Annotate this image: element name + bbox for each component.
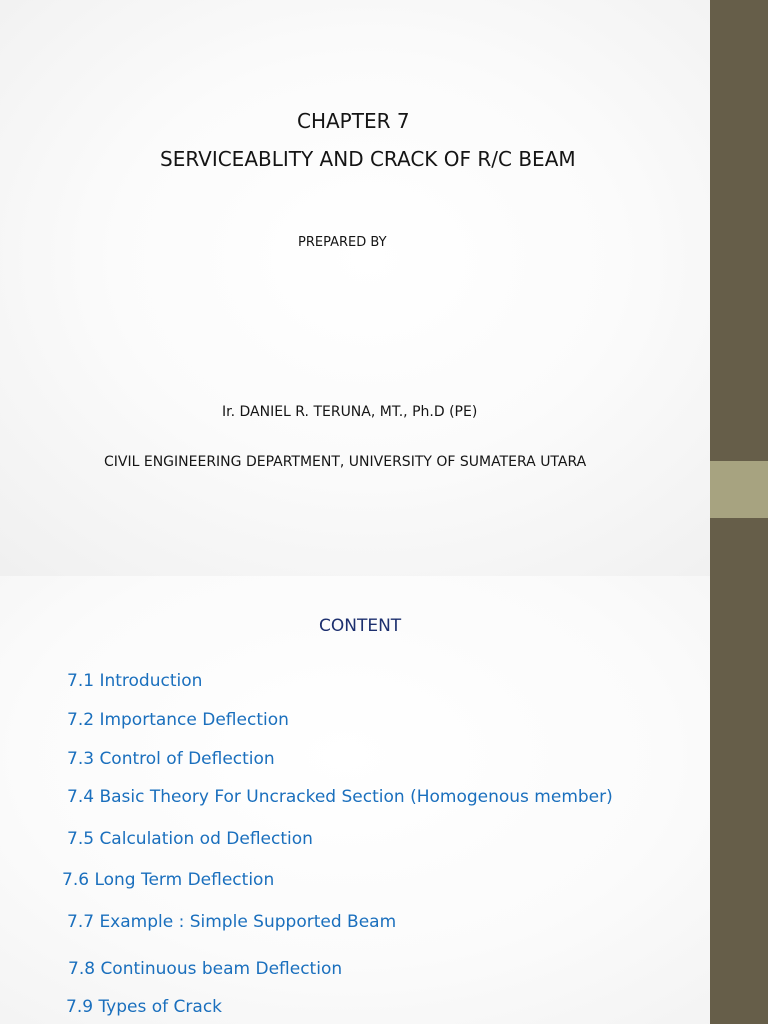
sidebar-accent-block bbox=[710, 461, 768, 518]
toc-item: 7.7 Example : Simple Supported Beam bbox=[67, 912, 397, 932]
content-slide bbox=[0, 576, 768, 1024]
content-heading: CONTENT bbox=[319, 616, 402, 636]
author-name: Ir. DANIEL R. TERUNA, MT., Ph.D (PE) bbox=[222, 404, 478, 420]
sidebar-stripe bbox=[710, 576, 768, 1024]
toc-item: 7.1 Introduction bbox=[67, 671, 203, 691]
prepared-by-label: PREPARED BY bbox=[298, 235, 387, 250]
department-name: CIVIL ENGINEERING DEPARTMENT, UNIVERSITY OF SUMATERA UTARA bbox=[104, 454, 587, 470]
toc-item: 7.9 Types of Crack bbox=[66, 997, 223, 1017]
toc-item: 7.5 Calculation od Deflection bbox=[67, 829, 313, 849]
toc-item: 7.6 Long Term Deflection bbox=[62, 870, 275, 890]
toc-item: 7.2 Importance Deflection bbox=[67, 710, 289, 730]
chapter-subtitle: SERVICEABLITY AND CRACK OF R/C BEAM bbox=[160, 147, 576, 171]
chapter-title: CHAPTER 7 bbox=[297, 109, 410, 133]
toc-item: 7.4 Basic Theory For Uncracked Section (Homogenous member) bbox=[67, 787, 613, 807]
toc-item: 7.3 Control of Deflection bbox=[67, 749, 275, 769]
toc-item: 7.8 Continuous beam Deflection bbox=[68, 959, 343, 979]
